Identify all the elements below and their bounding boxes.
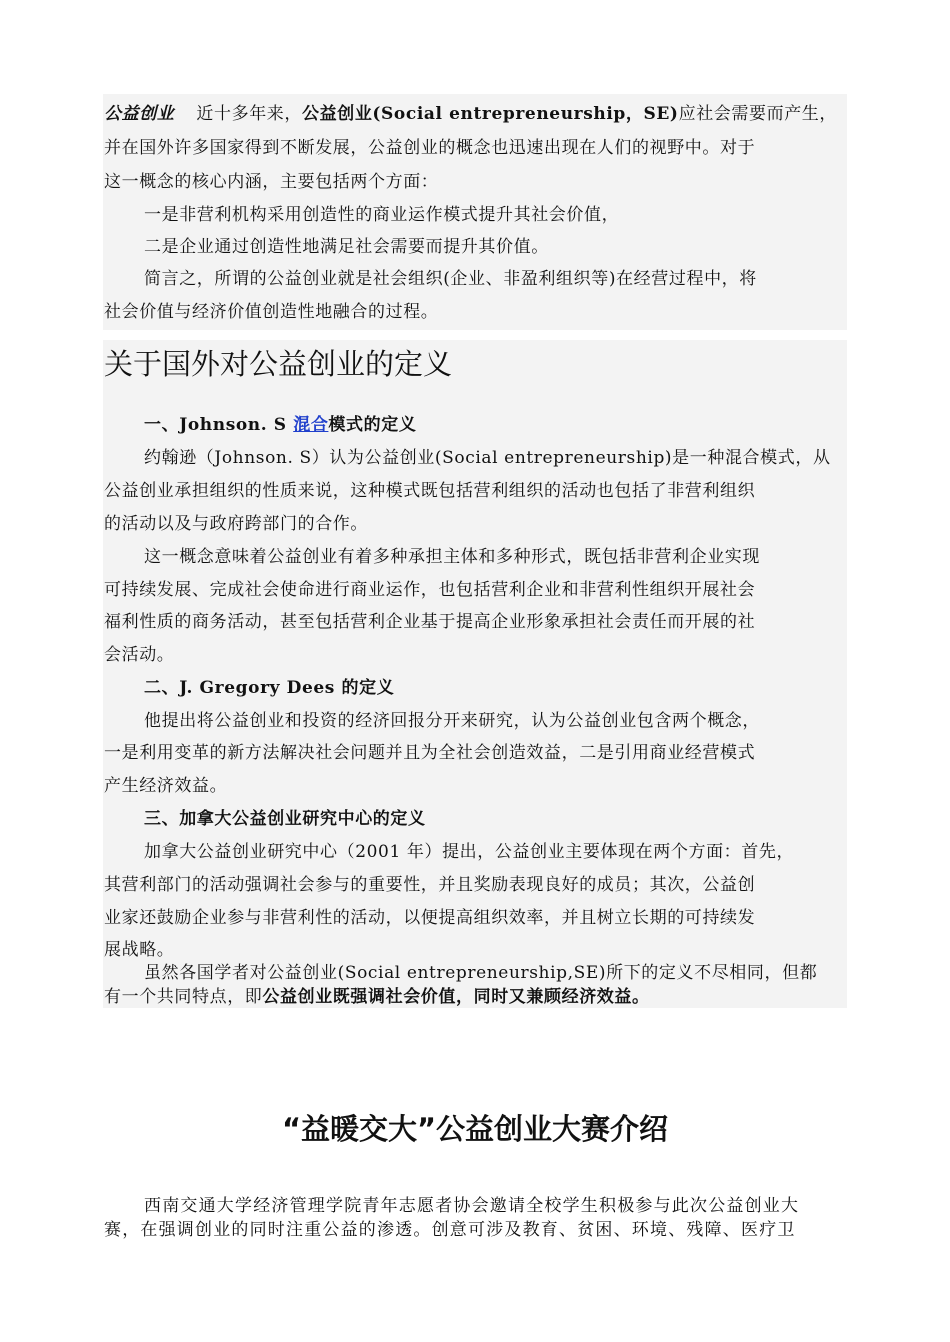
paragraph-line: 的活动以及与政府跨部门的合作。 — [104, 514, 368, 534]
paragraph-line: 他提出将公益创业和投资的经济回报分开来研究，认为公益创业包含两个概念， — [144, 711, 760, 731]
paragraph-line: 这一概念意味着公益创业有着多种承担主体和多种形式，既包括非营利企业实现 — [144, 547, 760, 567]
subsection-2-heading: 二、J. Gregory Dees 的定义 — [144, 678, 395, 698]
paragraph-line: 西南交通大学经济管理学院青年志愿者协会邀请全校学生积极参与此次公益创业大 — [144, 1196, 800, 1216]
section1-heading: 关于国外对公益创业的定义 — [104, 347, 453, 381]
paragraph-line: 业家还鼓励企业参与非营利性的活动，以便提高组织效率，并且树立长期的可持续发 — [104, 908, 756, 928]
paragraph-line: 赛，在强调创业的同时注重公益的渗透。创意可涉及教育、贫困、环境、残障、医疗卫 — [104, 1220, 796, 1240]
section2-title: “益暖交大”公益创业大赛介绍 — [281, 1112, 669, 1146]
paragraph-line: 产生经济效益。 — [104, 776, 228, 796]
paragraph-line: 加拿大公益创业研究中心（2001 年）提出，公益创业主要体现在两个方面：首先， — [144, 842, 795, 862]
paragraph-line: 会活动。 — [104, 645, 175, 665]
intro-term: 公益创业 — [104, 104, 175, 124]
intro-line-5: 二是企业通过创造性地满足社会需要而提升其价值。 — [144, 237, 549, 257]
intro-line-3: 这一概念的核心内涵，主要包括两个方面： — [104, 172, 439, 192]
paragraph-line: 可持续发展、完成社会使命进行商业运作，也包括营利企业和非营利性组织开展社会 — [104, 580, 756, 600]
hybrid-link[interactable]: 混合 — [293, 415, 329, 435]
subsection-1-heading: 一、Johnson. S 混合模式的定义 — [144, 415, 417, 435]
intro-line-7: 社会价值与经济价值创造性地融合的过程。 — [104, 302, 439, 322]
paragraph-line: 展战略。 — [104, 940, 175, 960]
intro-line-2: 并在国外许多国家得到不断发展，公益创业的概念也迅速出现在人们的视野中。对于 — [104, 138, 756, 158]
paragraph-line: 其营利部门的活动强调社会参与的重要性，并且奖励表现良好的成员；其次，公益创 — [104, 875, 756, 895]
intro-line-4: 一是非营利机构采用创造性的商业运作模式提升其社会价值， — [144, 205, 620, 225]
paragraph-line: 福利性质的商务活动，甚至包括营利企业基于提高企业形象承担社会责任而开展的社 — [104, 612, 756, 632]
paragraph-line: 公益创业承担组织的性质来说，这种模式既包括营利组织的活动也包括了非营利组织 — [104, 481, 756, 501]
paragraph-line: 约翰逊（Johnson. S）认为公益创业(Social entrepreneurship)是一种混合模式，从 — [144, 448, 831, 468]
subsection-3-heading: 三、加拿大公益创业研究中心的定义 — [144, 809, 426, 829]
conclusion-line: 有一个共同特点，即公益创业既强调社会价值，同时又兼顾经济效益。 — [104, 987, 650, 1007]
paragraph-line: 一是利用变革的新方法解决社会问题并且为全社会创造效益，二是引用商业经营模式 — [104, 743, 756, 763]
intro-line-6: 简言之，所谓的公益创业就是社会组织(企业、非盈利组织等)在经营过程中，将 — [144, 269, 757, 289]
intro-line-1: 公益创业 近十多年来，公益创业(Social entrepreneurship，SE)应社会需要而产生， — [104, 104, 837, 124]
conclusion-emphasis: 公益创业既强调社会价值，同时又兼顾经济效益。 — [262, 987, 650, 1007]
paragraph-line: 虽然各国学者对公益创业(Social entrepreneurship,SE)所下的定义不尽相同，但都 — [144, 963, 818, 983]
